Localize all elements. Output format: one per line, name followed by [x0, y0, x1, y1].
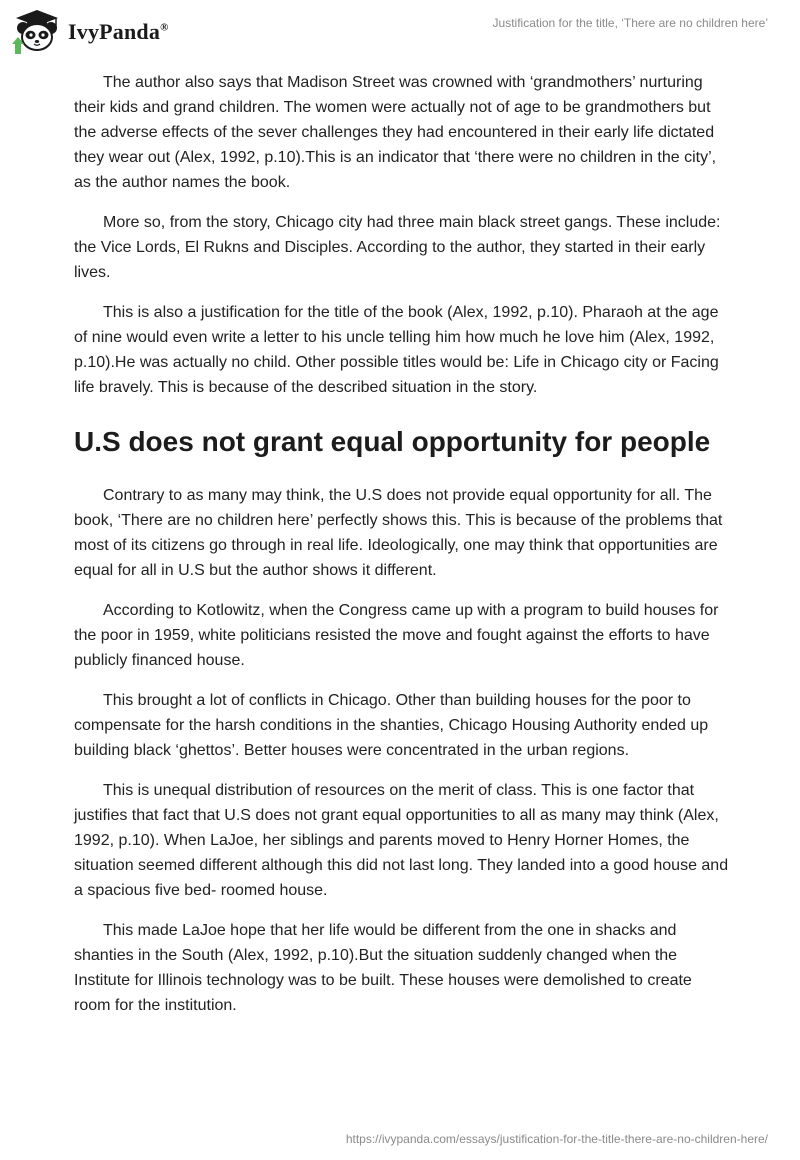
source-url-link[interactable]: https://ivypanda.com/essays/justification-for-the-title-there-are-no-children-here/ — [345, 1132, 768, 1146]
panda-logo-icon — [12, 8, 62, 54]
paragraph: The author also says that Madison Street was crowned with ‘grandmothers’ nurturing their kids and grand children. The women were actually not of age to be grandmothers but the adverse effects of the sever challenges they had encountered in their early life dictated they wear out (Alex, 1992, p.10).This is an indicator that ‘there were no children in the city’, as the author names the book. — [74, 74, 717, 191]
paragraph: This brought a lot of conflicts in Chicago. Other than building houses for the poor to compensate for the harsh conditions in the shanties, Chicago Housing Authority ended up building black ‘ghettos’. Better houses were concentrated in the urban regions. — [74, 692, 709, 759]
paragraph: According to Kotlowitz, when the Congress came up with a program to build houses for the poor in 1959, white politicians resisted the move and fought against the efforts to have publicly financed house. — [74, 602, 719, 669]
essay-body — [74, 70, 730, 1033]
ivypanda-logo-link[interactable] — [12, 8, 169, 54]
paragraph: Contrary to as many may think, the U.S does not provide equal opportunity for all. The book, ‘There are no children here’ perfectly shows this. This is because of the problems that most of its citizens go through in real life. Ideologically, one may think that opportunities are equal for all in U.S but the author shows it different. — [74, 487, 723, 579]
brand-name: IvyPanda® — [68, 19, 169, 44]
paragraph: This made LaJoe hope that her life would be different from the one in shacks and shanties in the South (Alex, 1992, p.10).But the situation suddenly changed when the Institute for Illinois technology was to be built. These houses were demolished to create room for the institution. — [74, 922, 692, 1014]
section-heading: U.S does not grant equal opportunity for people — [74, 426, 711, 457]
paragraph: More so, from the story, Chicago city had three main black street gangs. These include: the Vice Lords, El Rukns and Disciples. According to the author, they started in their early lives. — [74, 214, 721, 281]
paragraph: This is unequal distribution of resources on the merit of class. This is one factor that justifies that fact that U.S does not grant equal opportunities to all as many may think (Alex, 1992, p.10). When LaJoe, her siblings and parents moved to Henry Horner Homes, the situation seemed different although this did not last long. They landed into a good house and a spacious five bed- roomed house. — [74, 782, 729, 899]
registered-mark: ® — [160, 21, 169, 34]
page-header — [0, 0, 800, 64]
paragraph: This is also a justification for the title of the book (Alex, 1992, p.10). Pharaoh at the age of nine would even write a letter to his uncle telling him how much he love him (Alex, 1992, p.10).He was actually no child. Other possible titles would be: Life in Chicago city or Facing life bravely. This is because of the described situation in the story. — [74, 304, 719, 396]
essay-title-header: Justification for the title, ‘There are no children here’ — [492, 16, 768, 30]
